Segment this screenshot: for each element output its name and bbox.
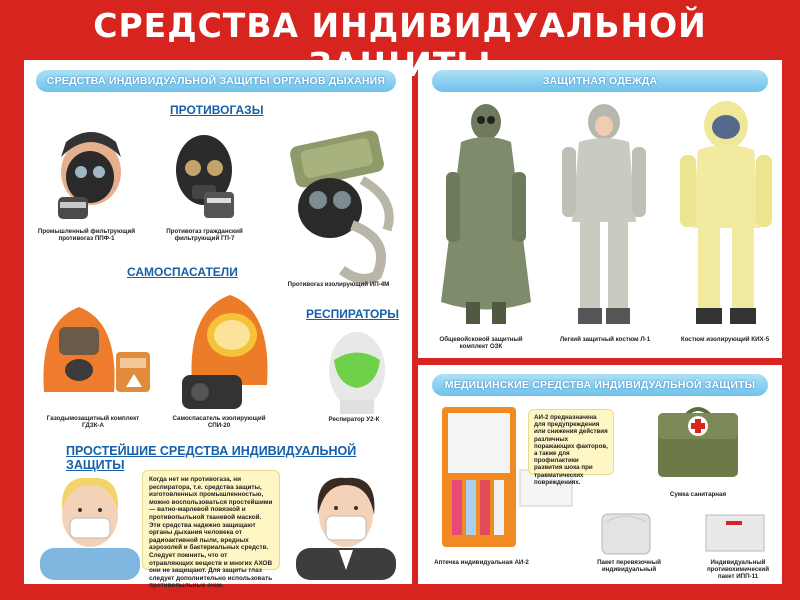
kih5-suit-image bbox=[676, 100, 776, 332]
sanitary-bag-caption: Сумка санитарная bbox=[669, 491, 727, 498]
spi20-caption: Самоспасатель изолирующий СПИ-20 bbox=[172, 415, 266, 430]
self-rescuers-title: САМОСПАСАТЕЛИ bbox=[127, 265, 238, 279]
sanitary-bag-image bbox=[656, 405, 740, 485]
protective-clothing-header: ЗАЩИТНАЯ ОДЕЖДА bbox=[432, 70, 768, 92]
simple-means-title: ПРОСТЕЙШИЕ СРЕДСТВА ИНДИВИДУАЛЬНОЙ ЗАЩИТЫ bbox=[66, 444, 357, 472]
ozk-suit-image bbox=[436, 102, 536, 332]
respirator-u2k-caption: Респиратор У2-К bbox=[328, 416, 380, 423]
poster-title: СРЕДСТВА ИНДИВИДУАЛЬНОЙ bbox=[93, 6, 707, 45]
dressing-package-caption: Пакет перевязочный индивидуальный bbox=[597, 559, 661, 574]
ozk-caption: Общевойсковой защитный комплект ОЗК bbox=[439, 336, 523, 351]
gdzk-a-caption: Газодымозащитный комплект ГДЗК-А bbox=[46, 415, 140, 430]
respirator-u2k-image bbox=[322, 330, 392, 415]
gp7-caption: Противогаз гражданский фильтрующий ГП-7 bbox=[166, 228, 243, 243]
dressing-package-image bbox=[598, 510, 654, 556]
kih5-caption: Костюм изолирующий КИХ-5 bbox=[680, 336, 770, 343]
gp7-gas-mask-image bbox=[164, 130, 244, 225]
ai2-caption: Аптечка индивидуальная АИ-2 bbox=[434, 559, 529, 566]
ipp11-caption: Индивидуальный противохимический пакет ИПП-11 bbox=[706, 559, 770, 581]
gas-masks-title: ПРОТИВОГАЗЫ bbox=[170, 103, 264, 117]
ppf1-caption: Промышленный фильтрующий противогаз ППФ-1 bbox=[37, 228, 136, 243]
protective-clothing-panel bbox=[418, 60, 782, 358]
ipp11-package-image bbox=[704, 511, 768, 555]
person-with-cloth-mask-image bbox=[294, 470, 399, 580]
medical-protection-panel bbox=[418, 365, 782, 584]
respiratory-protection-panel bbox=[24, 60, 412, 590]
respiratory-header: СРЕДСТВА ИНДИВИДУАЛЬНОЙ ЗАЩИТЫ ОРГАНОВ ДЫХАНИЯ bbox=[36, 70, 396, 92]
l1-suit-image bbox=[554, 102, 654, 332]
spi20-image bbox=[172, 290, 282, 415]
ai2-note: АИ-2 предназначена для предупреждения или снижения действия различных поражающих факторов, а также для профилактики развития шока при травматических повреждениях. bbox=[528, 409, 614, 475]
ip4m-caption: Противогаз изолирующий ИП-4М bbox=[287, 281, 390, 288]
ai2-kit-image bbox=[440, 405, 518, 555]
simple-means-note: Когда нет ни противогаза, ни респиратора, т.е. средства защиты, изготовленных промышленностью, можно воспользоваться простейшими — ватно-марлевой повязкой и противопыльной тканевой маской. Эти средства надежно защищают органы дыхания человека от радиоактивной пыли, вредных аэрозолей и бактериальных средств. Следует помнить, что от отравляющих веществ и многих АХОВ они не защищают. Для защиты глаз следует дополнительно использовать противопыльные очки. bbox=[142, 470, 280, 570]
gdzk-a-image bbox=[34, 292, 154, 410]
ip4m-gas-mask-image bbox=[282, 130, 407, 280]
respirators-title: РЕСПИРАТОРЫ bbox=[306, 307, 400, 321]
l1-caption: Легкий защитный костюм Л-1 bbox=[559, 336, 651, 343]
medical-header: МЕДИЦИНСКИЕ СРЕДСТВА ИНДИВИДУАЛЬНОЙ ЗАЩИТЫ bbox=[432, 374, 768, 396]
person-with-gauze-mask-image bbox=[40, 470, 140, 580]
ppf1-gas-mask-image bbox=[46, 132, 126, 227]
